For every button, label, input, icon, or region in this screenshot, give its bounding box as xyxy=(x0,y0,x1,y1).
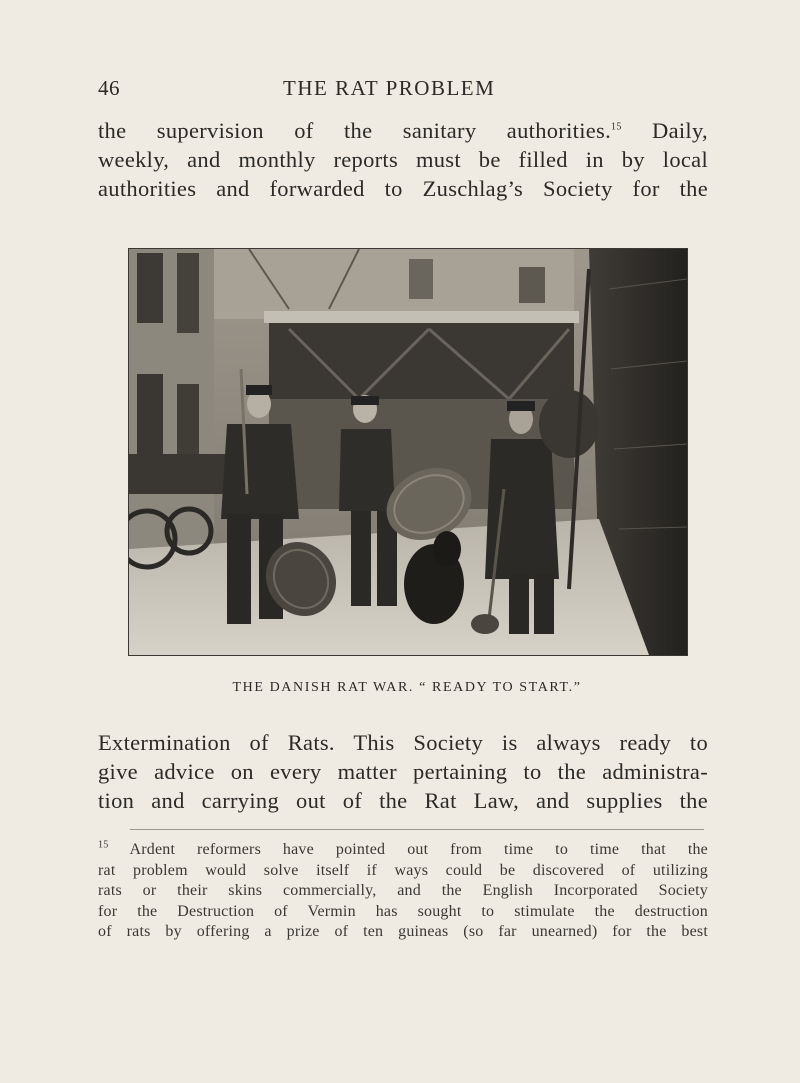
footnote-number: 15 xyxy=(98,839,109,851)
plate-caption: THE DANISH RAT WAR. “ READY TO START.” xyxy=(232,680,582,695)
footnote-line: $^{15}$ Ardent reformers have pointed out from time to time that the xyxy=(98,839,708,858)
footnote xyxy=(98,840,708,943)
footnote-divider xyxy=(130,829,704,830)
running-title: THE RAT PROBLEM xyxy=(283,76,496,100)
text-line: Extermination of Rats. This Society is always ready to xyxy=(98,730,708,755)
footnote-reference[interactable]: 15 xyxy=(611,121,622,133)
paragraph-bottom xyxy=(98,728,708,815)
footnote-line: rats or their skins commercially, and the English Incorporated Society xyxy=(98,882,708,899)
page-header xyxy=(98,76,708,110)
text-line: the supervision of the sanitary authorities.$^{15}$ Daily, xyxy=(98,118,708,143)
text-line: weekly, and monthly reports must be filled in by local xyxy=(98,147,708,172)
text-line: give advice on every matter pertaining to the administra- xyxy=(98,759,708,784)
text-line: authorities and forwarded to Zuschlag’s Society for the xyxy=(98,176,708,201)
photograph-illustration xyxy=(129,249,687,655)
text-line: tion and carrying out of the Rat Law, and supplies the xyxy=(98,788,708,813)
page-number: 46 xyxy=(98,76,120,100)
paragraph-top xyxy=(98,116,708,203)
photograph-plate xyxy=(128,248,688,656)
footnote-line: of rats by offering a prize of ten guineas (so far unearned) for the best xyxy=(98,923,708,940)
footnote-line: rat problem would solve itself if ways could be discovered of utilizing xyxy=(98,861,708,879)
footnote-line: for the Destruction of Vermin has sought to stimulate the destruction xyxy=(98,902,708,920)
